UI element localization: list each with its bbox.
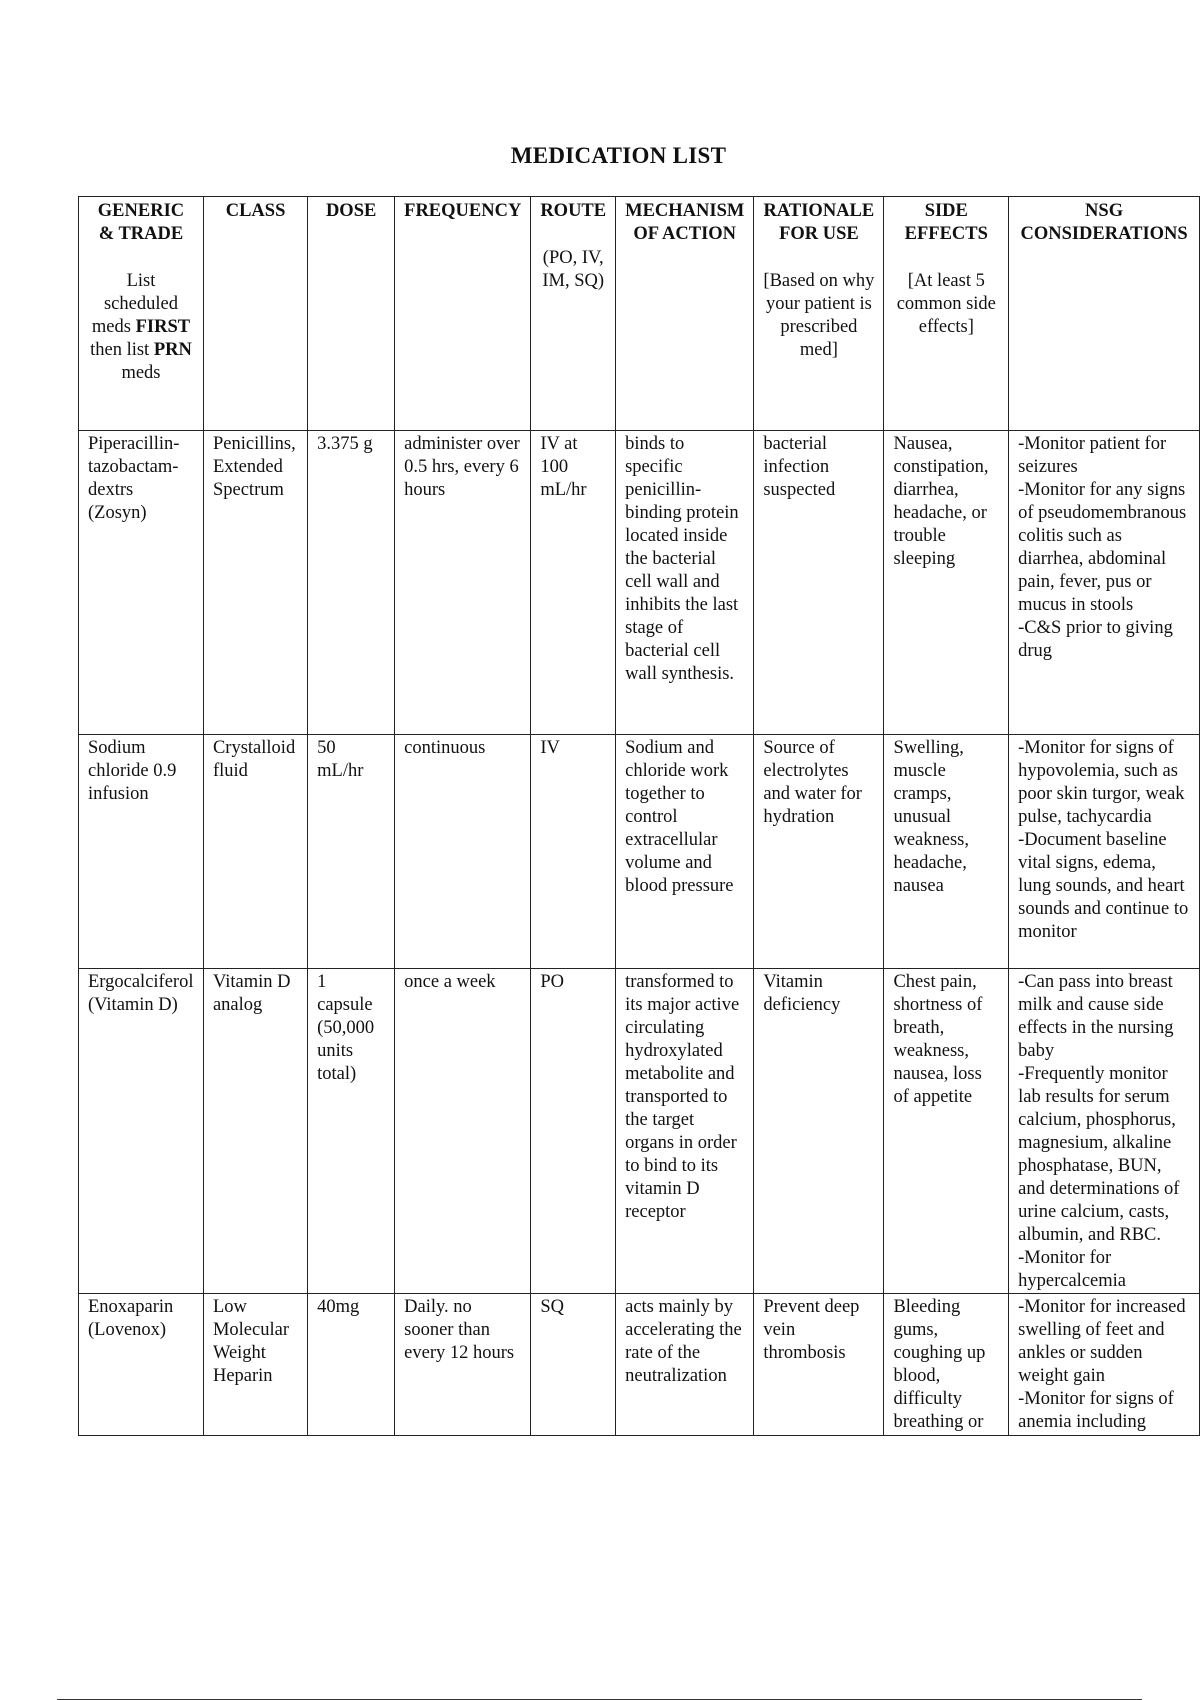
header-mechanism: MECHANISM OF ACTION (616, 197, 754, 431)
cell-generic: Piperacillin-tazobactam-dextrs (Zosyn) (79, 431, 204, 735)
cell-route: IV (531, 735, 616, 969)
cell-side-effects: Chest pain, shortness of breath, weakness, nausea, loss of appetite (884, 969, 1009, 1294)
header-route: ROUTE (PO, IV, IM, SQ) (531, 197, 616, 431)
cell-frequency: continuous (395, 735, 531, 969)
cell-route: IV at 100 mL/hr (531, 431, 616, 735)
header-side-effects: SIDE EFFECTS [At least 5 common side effects] (884, 197, 1009, 431)
cell-rationale: bacterial infection suspected (754, 431, 884, 735)
cell-class: Low Molecular Weight Heparin (203, 1294, 307, 1436)
cell-rationale: Source of electrolytes and water for hydration (754, 735, 884, 969)
cell-mechanism: Sodium and chloride work together to control extracellular volume and blood pressure (616, 735, 754, 969)
cell-class: Penicillins, Extended Spectrum (203, 431, 307, 735)
cell-frequency: once a week (395, 969, 531, 1294)
table-row (79, 431, 1200, 735)
cell-rationale: Vitamin deficiency (754, 969, 884, 1294)
cell-mechanism: acts mainly by accelerating the rate of the neutralization (616, 1294, 754, 1436)
medication-table (78, 196, 1200, 1436)
cell-mechanism: transformed to its major active circulating hydroxylated metabolite and transported to the target organs in order to bind to its vitamin D receptor (616, 969, 754, 1294)
cell-generic: Ergocalciferol (Vitamin D) (79, 969, 204, 1294)
header-frequency: FREQUENCY (395, 197, 531, 431)
cell-nsg: -Can pass into breast milk and cause side effects in the nursing baby -Frequently monitor lab results for serum calcium, phosphorus, magnesium, alkaline phosphatase, BUN, and determinations of urine calcium, casts, albumin, and RBC. -Monitor for hypercalcemia (1009, 969, 1200, 1294)
cell-route: PO (531, 969, 616, 1294)
cell-nsg: -Monitor for increased swelling of feet and ankles or sudden weight gain -Monitor for signs of anemia including (1009, 1294, 1200, 1436)
cell-route: SQ (531, 1294, 616, 1436)
cell-dose: 50 mL/hr (308, 735, 395, 969)
header-nsg: NSG CONSIDERATIONS (1009, 197, 1200, 431)
page-title: MEDICATION LIST (510, 143, 727, 168)
cell-frequency: administer over 0.5 hrs, every 6 hours (395, 431, 531, 735)
cell-frequency: Daily. no sooner than every 12 hours (395, 1294, 531, 1436)
cell-side-effects: Nausea, constipation, diarrhea, headache, or trouble sleeping (884, 431, 1009, 735)
cell-mechanism: binds to specific penicillin-binding protein located inside the bacterial cell wall and inhibits the last stage of bacterial cell wall synthesis. (616, 431, 754, 735)
header-row (79, 197, 1200, 431)
cell-rationale: Prevent deep vein thrombosis (754, 1294, 884, 1436)
cell-class: Crystalloid fluid (203, 735, 307, 969)
header-rationale: RATIONALE FOR USE [Based on why your patient is prescribed med] (754, 197, 884, 431)
header-class: CLASS (203, 197, 307, 431)
cell-generic: Enoxaparin (Lovenox) (79, 1294, 204, 1436)
header-dose: DOSE (308, 197, 395, 431)
cell-nsg: -Monitor for signs of hypovolemia, such as poor skin turgor, weak pulse, tachycardia -Document baseline vital signs, edema, lung sounds, and heart sounds and continue to monitor (1009, 735, 1200, 969)
table-row (79, 1294, 1200, 1436)
cell-generic: Sodium chloride 0.9 infusion (79, 735, 204, 969)
header-generic: GENERIC & TRADE List scheduled meds FIRST then list PRN meds (79, 197, 204, 431)
cell-nsg: -Monitor patient for seizures -Monitor for any signs of pseudomembranous colitis such as diarrhea, abdominal pain, fever, pus or mucus in stools -C&S prior to giving drug (1009, 431, 1200, 735)
cell-dose: 1 capsule (50,000 units total) (308, 969, 395, 1294)
cell-side-effects: Bleeding gums, coughing up blood, difficulty breathing or (884, 1294, 1009, 1436)
cell-class: Vitamin D analog (203, 969, 307, 1294)
cell-dose: 3.375 g (308, 431, 395, 735)
table-row (79, 735, 1200, 969)
table-row (79, 969, 1200, 1294)
cell-side-effects: Swelling, muscle cramps, unusual weakness, headache, nausea (884, 735, 1009, 969)
cell-dose: 40mg (308, 1294, 395, 1436)
